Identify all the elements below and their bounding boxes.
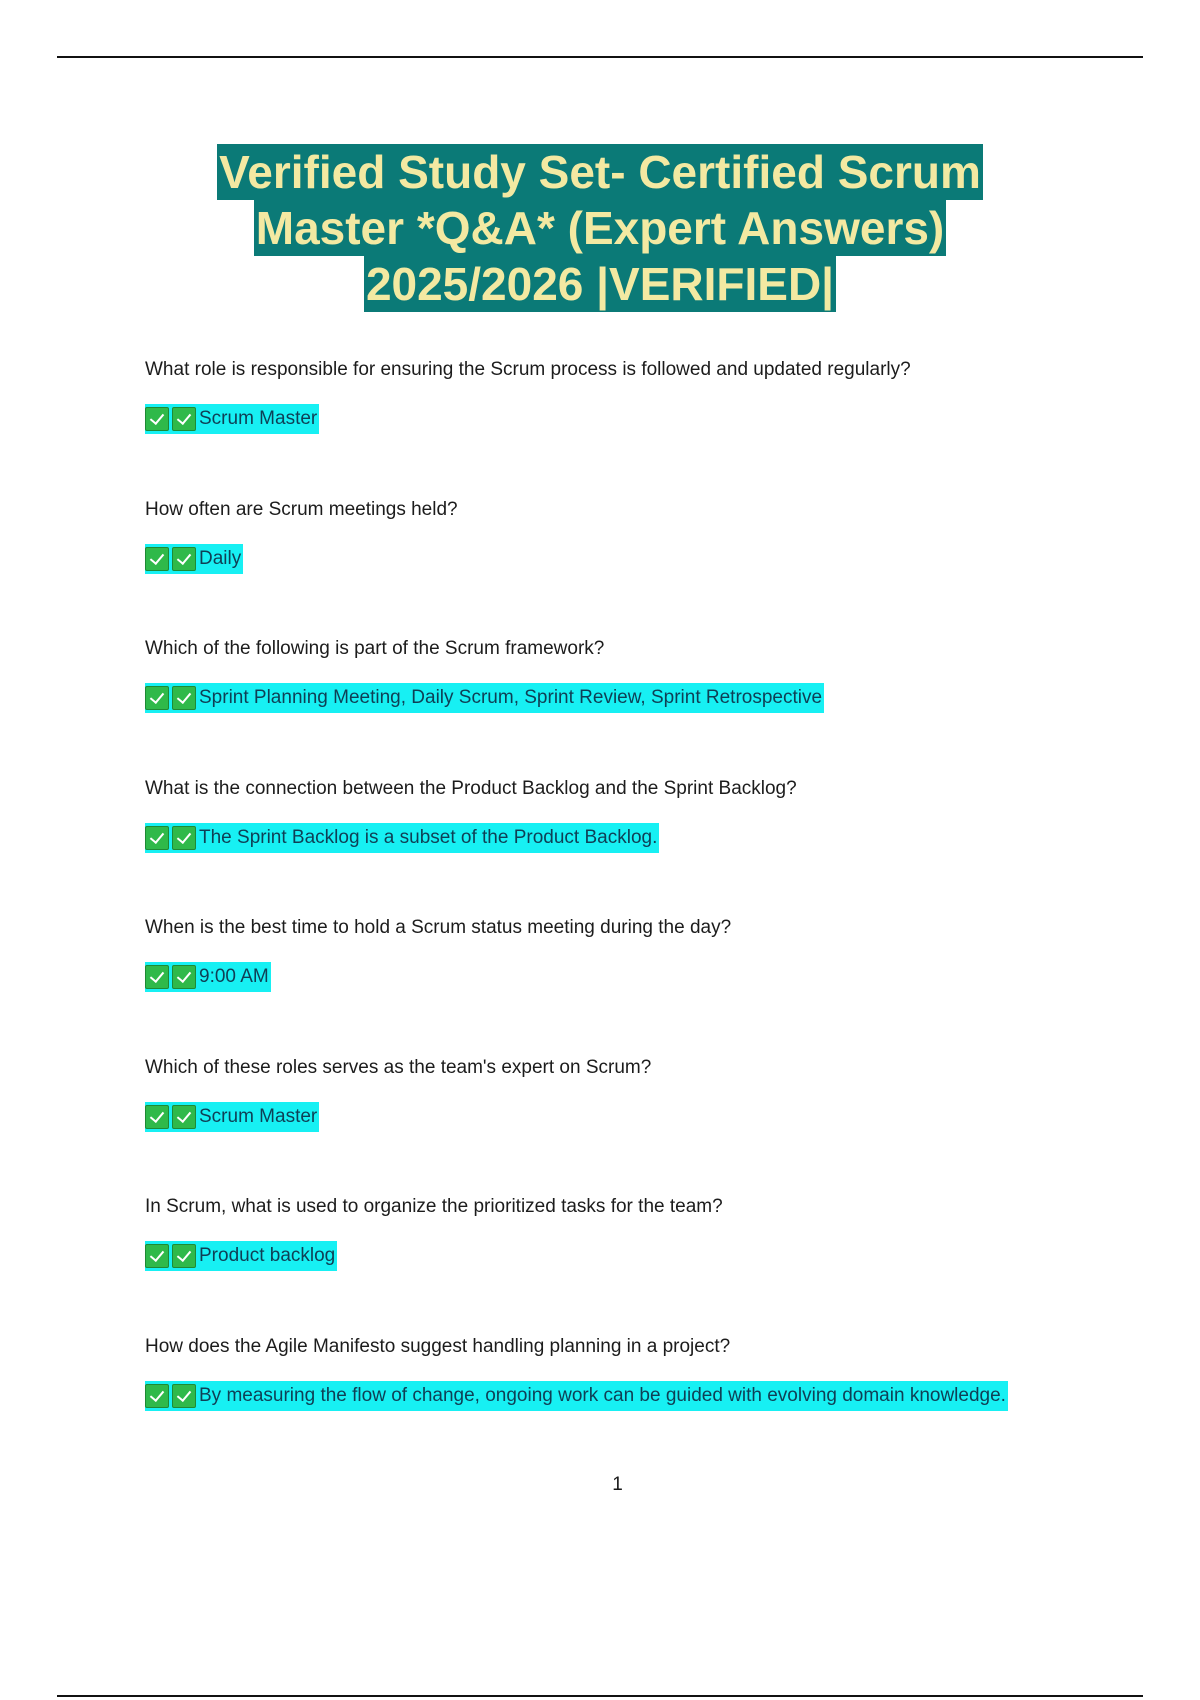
question-text: What is the connection between the Product Backlog and the Sprint Backlog? [145,777,797,799]
qa-item [145,1193,1105,1333]
answer-text: Product backlog [199,1245,336,1266]
answer-text: Daily [199,547,242,569]
qa-item [145,1054,1105,1194]
answer-row [145,962,1105,990]
qa-item [145,775,1105,915]
answer-row [145,1381,1105,1409]
qa-item [145,635,1105,775]
answer-text: Scrum Master [199,1105,318,1127]
check-mark-icon [145,1384,169,1408]
answer-highlight [145,1381,1008,1411]
answer-highlight [145,683,824,713]
question-text: Which of the following is part of the Scrum framework? [145,638,605,659]
question-text: In Scrum, what is used to organize the prioritized tasks for the team? [145,1196,723,1217]
answer-text: Scrum Master [199,408,318,429]
check-mark-icon [145,686,169,710]
answer-highlight [145,1102,319,1132]
answer-row [145,544,1105,572]
check-mark-icon [145,407,169,431]
answer-text: 9:00 AM [199,966,269,987]
question-text: Which of these roles serves as the team's expert on Scrum? [145,1056,652,1078]
check-mark-icon [172,407,196,431]
qa-item [145,914,1105,1054]
answer-row [145,1102,1105,1130]
answer-highlight [145,544,243,574]
answer-row [145,404,1105,432]
answer-highlight [145,823,659,853]
qa-item [145,1333,1105,1473]
header-rule [57,56,1143,58]
check-mark-icon [172,1244,196,1268]
page-number: 1 [612,1474,623,1495]
check-mark-icon [145,547,169,571]
title-line-2: Master *Q&A* (Expert Answers) [255,202,945,254]
document-title [100,144,1100,312]
answer-highlight [145,962,271,992]
check-mark-icon [172,686,196,710]
check-mark-icon [172,965,196,989]
check-mark-icon [145,965,169,989]
qa-item [145,356,1105,496]
answer-highlight [145,1241,337,1271]
answer-row [145,823,1105,851]
question-text: What role is responsible for ensuring the Scrum process is followed and updated regularly? [145,359,911,380]
answer-text: The Sprint Backlog is a subset of the Product Backlog. [199,826,658,848]
qa-list [145,356,1105,1472]
check-mark-icon [172,1384,196,1408]
check-mark-icon [172,547,196,571]
answer-highlight [145,404,319,434]
title-line-3: 2025/2026 |VERIFIED| [365,258,835,310]
answer-row [145,1241,1105,1269]
question-text: When is the best time to hold a Scrum status meeting during the day? [145,917,732,938]
answer-text: By measuring the flow of change, ongoing work can be guided with evolving domain knowledge. [199,1384,1006,1406]
check-mark-icon [172,1105,196,1129]
qa-item [145,496,1105,636]
answer-text: Sprint Planning Meeting, Daily Scrum, Sprint Review, Sprint Retrospective [199,687,823,708]
check-mark-icon [145,1244,169,1268]
check-mark-icon [172,826,196,850]
footer-rule [57,1695,1143,1697]
check-mark-icon [145,1105,169,1129]
question-text: How does the Agile Manifesto suggest handling planning in a project? [145,1335,731,1357]
question-text: How often are Scrum meetings held? [145,498,458,520]
answer-row [145,683,1105,711]
check-mark-icon [145,826,169,850]
title-line-1: Verified Study Set- Certified Scrum [219,146,981,198]
